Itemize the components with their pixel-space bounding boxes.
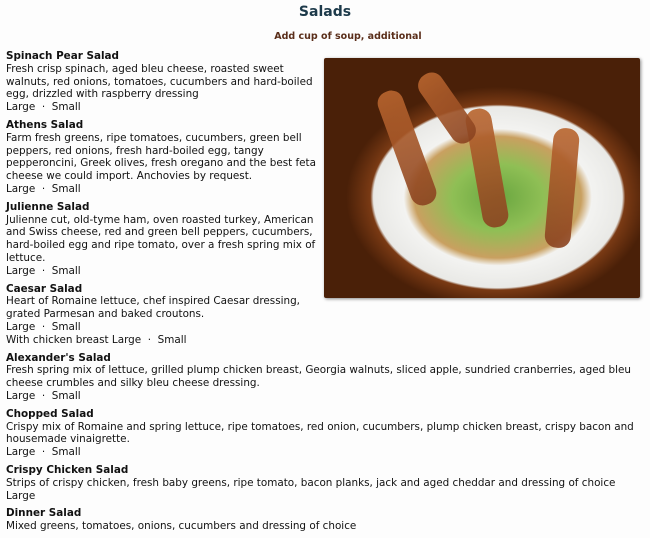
item-sizes: Large · Small	[6, 264, 81, 277]
item-sizes: Large · Small	[6, 182, 81, 195]
item-name: Caesar Salad	[6, 282, 83, 295]
menu-item-alexanders	[6, 352, 646, 403]
item-name: Athens Salad	[6, 118, 84, 131]
item-sizes: Large · Small	[6, 446, 81, 459]
item-chicken-option: With chicken breast Large · Small	[6, 333, 187, 346]
item-sizes: Large · Small	[6, 101, 81, 114]
item-description: Crispy mix of Romaine and spring lettuce, ripe tomatoes, red onion, cucumbers, plump chicken breast, crispy bacon and housemade vinaigrette.	[6, 420, 634, 446]
menu-item-julienne	[6, 201, 322, 278]
menu-item-crispy-chicken	[6, 464, 646, 502]
page-title: Salads	[298, 4, 352, 20]
menu-item-chopped	[6, 408, 646, 459]
menu-item-caesar	[6, 283, 322, 347]
item-description: Heart of Romaine lettuce, chef inspired Caesar dressing, grated Parmesan and baked croutons.	[6, 295, 300, 321]
menu-item-dinner	[6, 507, 646, 533]
item-name: Crispy Chicken Salad	[6, 463, 129, 476]
item-sizes: Large · Small	[6, 320, 81, 333]
item-description: Fresh crisp spinach, aged bleu cheese, roasted sweet walnuts, red onions, tomatoes, cucumbers and hard-boiled egg, drizzled with raspberry dressing	[6, 62, 313, 101]
soup-addon-note: Add cup of soup, additional	[274, 31, 422, 42]
item-description: Farm fresh greens, ripe tomatoes, cucumbers, green bell peppers, red onions, fresh hard-boiled egg, tangy pepperoncini, Greek olives, fresh oregano and the best feta cheese we could import. Anchovies by request.	[6, 131, 317, 183]
item-name: Julienne Salad	[6, 200, 90, 213]
item-name: Alexander's Salad	[6, 351, 111, 364]
item-name: Chopped Salad	[6, 407, 94, 420]
item-description: Fresh spring mix of lettuce, grilled plump chicken breast, Georgia walnuts, sliced apple, sundried cranberries, aged bleu cheese crumbles and silky bleu cheese dressing.	[6, 364, 631, 390]
item-description: Strips of crispy chicken, fresh baby greens, ripe tomato, bacon planks, jack and aged cheddar and dressing of choice Large	[6, 476, 616, 502]
item-name: Dinner Salad	[6, 507, 82, 520]
salad-menu	[6, 50, 646, 538]
menu-item-athens	[6, 119, 322, 196]
item-name: Spinach Pear Salad	[6, 50, 119, 62]
menu-item-spinach-pear	[6, 50, 322, 114]
item-description: Mixed greens, tomatoes, onions, cucumbers and dressing of choice	[6, 520, 357, 533]
item-description: Julienne cut, old-tyme ham, oven roasted turkey, American and Swiss cheese, red and green bell peppers, cucumbers, hard-boiled egg and ripe tomato, over a fresh spring mix of lettuce.	[6, 213, 316, 264]
item-sizes: Large · Small	[6, 389, 81, 402]
